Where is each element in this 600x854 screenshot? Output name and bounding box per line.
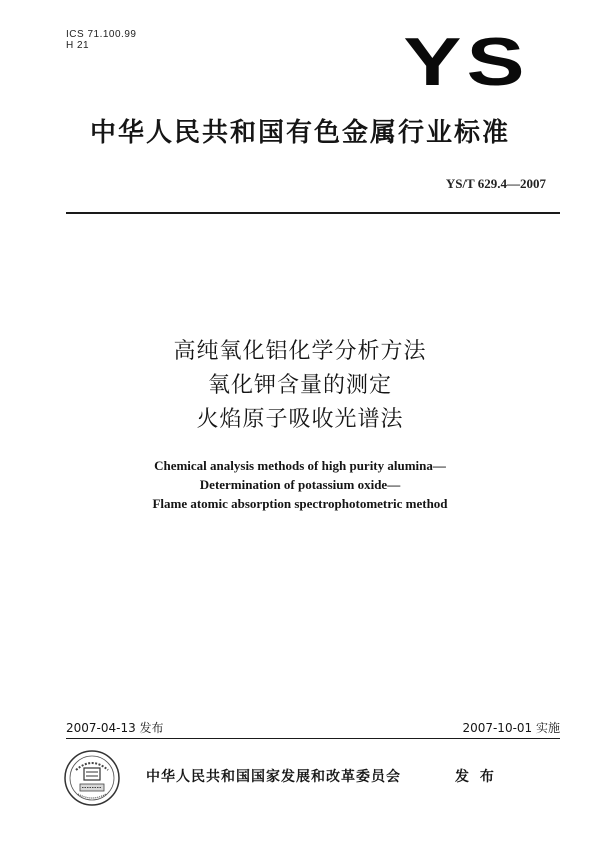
- publish-date: 2007-04-13 发布: [66, 721, 164, 735]
- issue-label: 发 布: [455, 769, 497, 785]
- classification-codes: [66, 29, 136, 51]
- anti-counterfeit-seal-icon: [62, 748, 122, 808]
- ys-logo: YS: [403, 24, 530, 100]
- bottom-divider: [66, 738, 560, 739]
- english-title-line-3: Flame atomic absorption spectrophotometric method: [152, 496, 448, 511]
- chinese-title: [100, 335, 500, 437]
- implementation-date: 2007-10-01 实施: [462, 721, 560, 735]
- english-title: [100, 456, 500, 513]
- top-divider: [66, 212, 560, 214]
- english-title-line-2: Determination of potassium oxide—: [199, 477, 401, 492]
- chinese-title-line-2: 氧化钾含量的测定: [207, 373, 392, 398]
- standard-title: 中华人民共和国有色金属行业标准: [89, 118, 510, 148]
- issuing-authority: 中华人民共和国国家发展和改革委员会: [146, 769, 401, 785]
- chinese-title-line-1: 高纯氧化铝化学分析方法: [173, 339, 427, 364]
- ccs-code: H 21: [66, 40, 90, 51]
- english-title-line-1: Chemical analysis methods of high purity alumina—: [154, 458, 446, 473]
- ics-code: ICS 71.100.99: [66, 29, 137, 40]
- chinese-title-line-3: 火焰原子吸收光谱法: [196, 407, 404, 432]
- standard-code: YS/T 629.4—2007: [445, 176, 546, 191]
